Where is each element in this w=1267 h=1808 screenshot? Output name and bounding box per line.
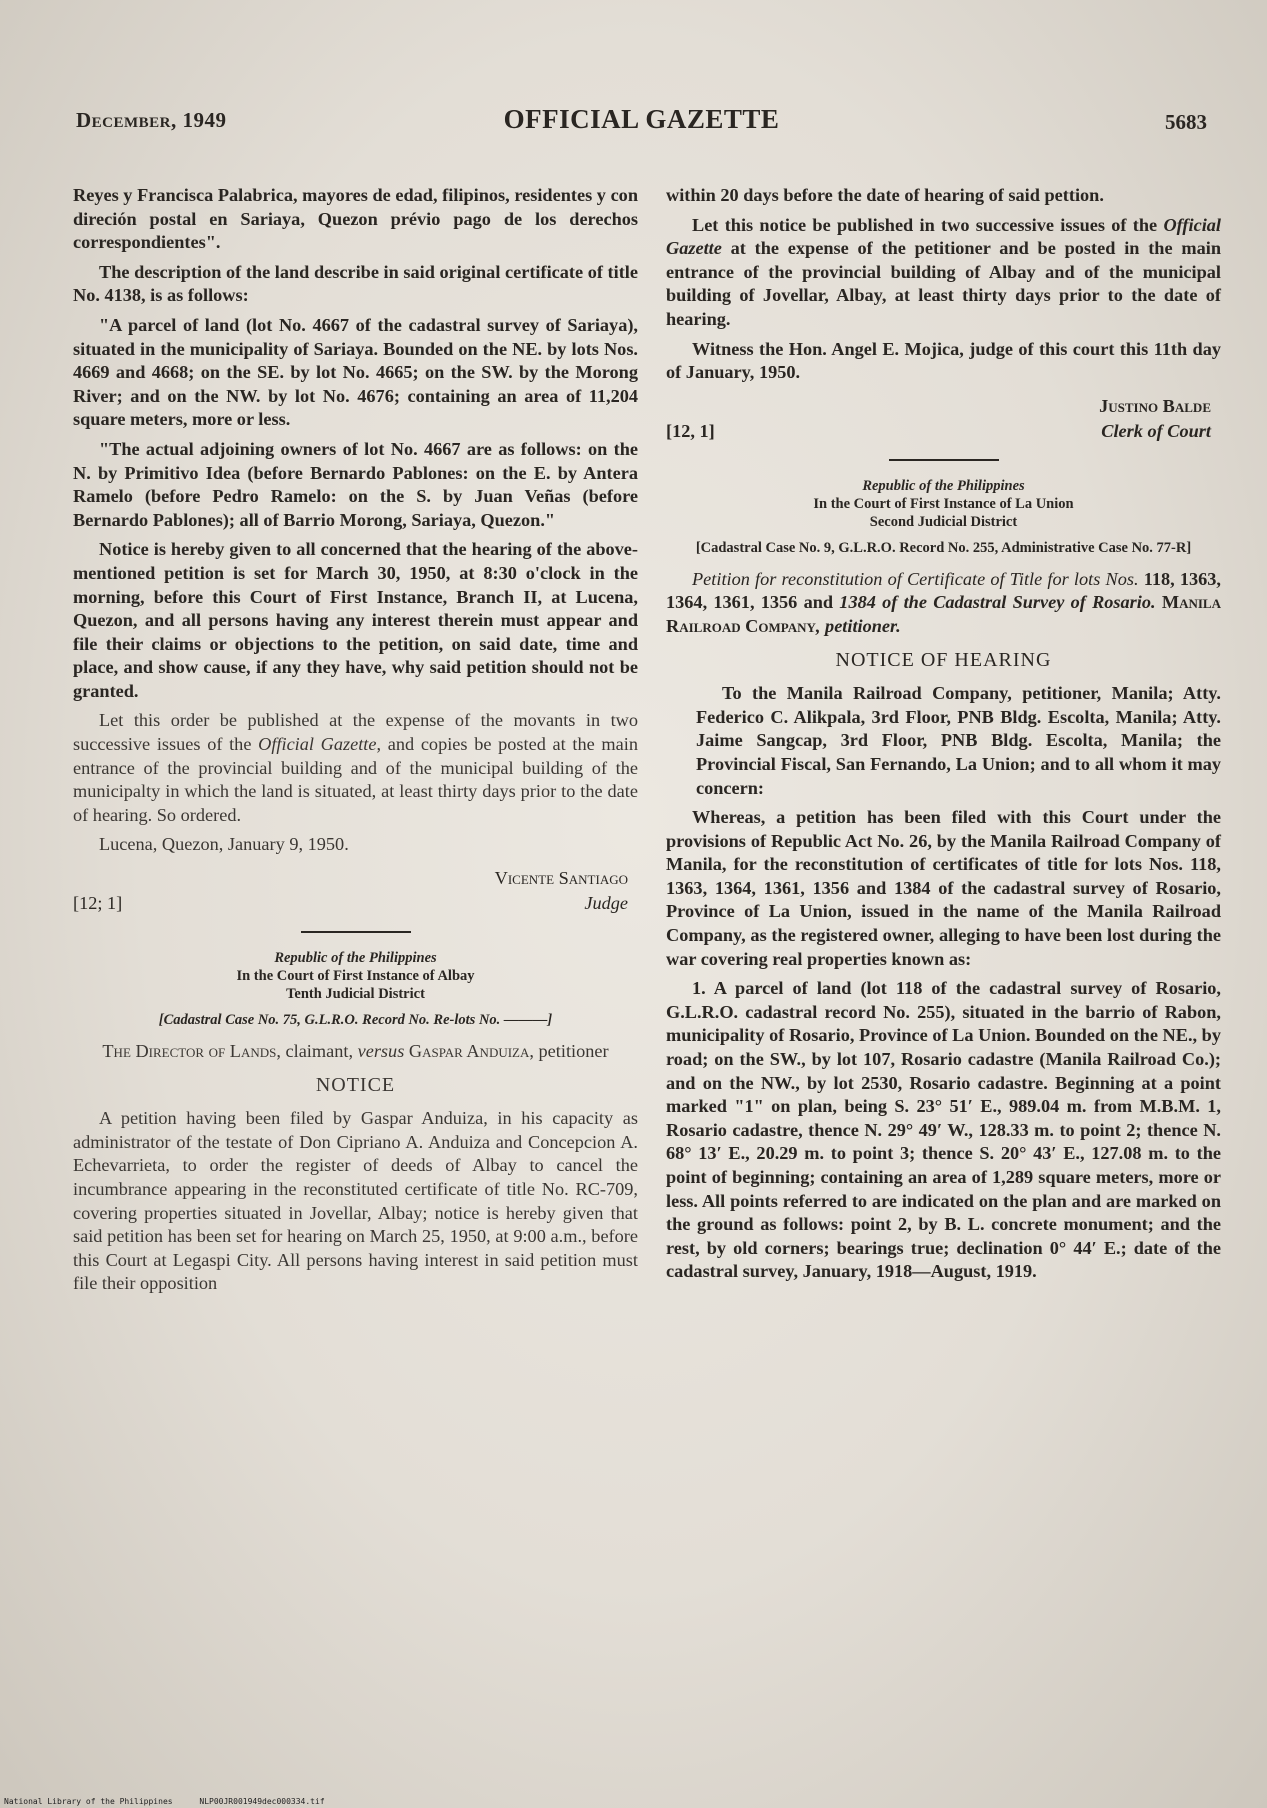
court-line: Tenth Judicial District <box>286 986 425 1003</box>
paragraph: Whereas, a petition has been filed with this Court under the provisions of Republic Act No. 26, by the Manila Railroad Company of Manila, for the reconstitution of certificates of title for lots Nos. 118, 1363, 1364, 1361, 1356 and 1384 of the cadastral survey of Rosario, Province of La Union, issued in the name of the Manila Railroad Company, as the registered owner, alleging to have been lost during the war covering real properties known as: <box>666 807 1221 969</box>
paragraph <box>666 214 1221 332</box>
court-line: Republic of the Philippines <box>274 950 437 967</box>
text-run: The Director of Lands <box>102 1041 277 1062</box>
paragraph: "A parcel of land (lot No. 4667 of the cadastral survey of Sariaya), situated in the municipality of Sariaya. Bounded on the NE. by lots Nos. 4669 and 4668; on the SE. by lot No. 4665; on the SW. by the Morong River; and on the NW. by lot No. 4676; containing an area of 11,204 square meters, more or less. <box>73 314 638 430</box>
text-run: 1384 of the Cadastral Survey of Rosario. <box>839 592 1162 613</box>
paragraph: Lucena, Quezon, January 9, 1950. <box>99 834 349 855</box>
text-run: Official Gazette <box>666 214 1221 259</box>
signatory-name: Vicente Santiago <box>494 868 628 889</box>
text-run: , petitioner. <box>815 615 901 636</box>
text-run: , and copies be posted at the main entrance of the provincial building and of the municipal building of the municipalty in which the land is situated, at least thirty days prior to the date of hearing. So ordered. <box>73 734 638 825</box>
text-run: Official Gazette <box>258 734 377 755</box>
notice-heading: NOTICE OF HEARING <box>835 648 1052 671</box>
text-run: Manila Railroad Company <box>666 592 1221 636</box>
court-line: Second Judicial District <box>869 513 1018 530</box>
right-column <box>666 184 1221 1290</box>
addressees: To the Manila Railroad Company, petitioner, Manila; Atty. Federico C. Alikpala, 3rd Floor, PNB Bldg. Escolta, Manila; Atty. Jaime Sangcap, 3rd Floor, PNB Bldg. Escolta, Manila; the Provincial Fiscal, San Fernando, La Union; and to all whom it may concern: <box>696 683 1221 798</box>
text-run: Let this order be published at the expense of the movants in two successive issues of the <box>73 710 638 755</box>
text-run: , petitioner <box>529 1041 609 1062</box>
signatory-title: Clerk of Court <box>1101 420 1211 441</box>
signature-block <box>73 867 638 917</box>
court-line: In the Court of First Instance of La Union <box>813 495 1074 512</box>
library-name: National Library of the Philippines <box>4 1797 173 1806</box>
court-line: Republic of the Philippines <box>862 477 1025 494</box>
paragraph: Reyes y Francisca Palabrica, mayores de edad, filipinos, residentes y con direción postal en Sariaya, Quezon prévio pago de los derechos correspondientes". <box>73 185 638 253</box>
text-run: Petition for reconstitution of Certificate of Title for lots Nos. <box>692 568 1144 589</box>
issue-reference: [12; 1] <box>73 893 123 914</box>
left-column <box>73 184 638 1302</box>
case-parties <box>73 1040 638 1064</box>
text-run: versus <box>357 1041 405 1062</box>
court-header <box>666 477 1221 531</box>
paragraph: 1. A parcel of land (lot 118 of the cadastral survey of Rosario, G.L.R.O. cadastral record No. 255), situated in the barrio of Rabon, municipality of Rosario, Province of La Union. Bounded on the NE., by road; on the SW., by lot 107, Rosario cadastre (Manila Railroad Co.); and on the NW., by lot 2530, Rosario cadastre. Beginning at a point marked "1" on plan, being S. 23° 51′ E., 989.04 m. from M.B.M. 1, Rosario cadastre, thence N. 29° 49′ W., 128.33 m. to point 2; thence N. 68° 13′ E., 20.29 m. to point 3; thence S. 20° 43′ E., 127.08 m. to the point of beginning; containing an area of 1,289 square meters, more or less. All points referred to are indicated on the plan and are marked on the ground as follows: point 2, by B. L. concrete monument; and the rest, by old corners; bearings true; declination 0° 44′ E.; date of the cadastral survey, January, 1918—August, 1919. <box>666 978 1221 1282</box>
header-date: December, 1949 <box>76 108 227 132</box>
scan-footer <box>4 1797 347 1806</box>
paragraph: "The actual adjoining owners of lot No. 4667 are as follows: on the N. by Primitivo Idea (before Bernardo Pablones: on the E. by Antera Ramelo (before Pedro Ramelo: on the S. by Juan Veñas (before Bernardo Pablones); all of Barrio Morong, Sariaya, Quezon." <box>73 438 638 530</box>
text-run: , claimant, <box>276 1041 358 1062</box>
petition-caption <box>666 568 1221 639</box>
signatory-title: Judge <box>584 893 628 914</box>
text-run: Let this notice be published in two successive issues of the <box>692 214 1164 235</box>
text-run: at the expense of the petitioner and be posted in the main entrance of the provincial building of Albay and of the municipal building of Jovellar, Albay, at least thirty days prior to the date of hearing. <box>666 238 1221 329</box>
paragraph: Notice is hereby given to all concerned that the hearing of the above-mentioned petition is set for March 30, 1950, at 8:30 o'clock in the morning, before this Court of First Instance, Branch II, at Lucena, Quezon, and all persons having any interest therein must appear and file their claims or objections to the petition, on said date, time and place, and show cause, if any they have, why said petition should not be granted. <box>73 539 638 701</box>
signatory-name: Justino Balde <box>1099 395 1211 416</box>
divider <box>889 459 999 461</box>
paragraph: The description of the land describe in said original certificate of title No. 4138, is as follows: <box>73 261 638 306</box>
court-header <box>73 949 638 1003</box>
notice-heading: NOTICE <box>315 1073 396 1096</box>
running-head <box>76 104 1207 144</box>
paragraph <box>73 709 638 827</box>
paragraph: Witness the Hon. Angel E. Mojica, judge of this court this 11th day of January, 1950. <box>666 338 1221 383</box>
case-record: [Cadastral Case No. 9, G.L.R.O. Record No. 255, Administrative Case No. 77-R] <box>695 539 1192 556</box>
header-title: OFFICIAL GAZETTE <box>503 104 780 134</box>
text-run: 118, 1363, 1364, 1361, 1356 and <box>666 568 1221 613</box>
issue-reference: [12, 1] <box>666 420 715 441</box>
file-name: NLP00JR001949dec000334.tif <box>199 1797 325 1806</box>
case-record: [Cadastral Case No. 75, G.L.R.O. Record No. Re-lots No. ———] <box>158 1012 553 1029</box>
page-number: 5683 <box>1165 110 1207 134</box>
court-line: In the Court of First Instance of Albay <box>236 968 475 985</box>
text-run: Gaspar Anduiza <box>404 1041 530 1062</box>
signature-block <box>666 395 1221 445</box>
paragraph: within 20 days before the date of hearing of said pettion. <box>666 185 1104 205</box>
divider <box>301 931 411 933</box>
paragraph: A petition having been filed by Gaspar Anduiza, in his capacity as administrator of the testate of Don Cipriano A. Anduiza and Concepcion A. Echevarrieta, to order the register of deeds of Albay to cancel the incumbrance appearing in the reconstituted certificate of title No. RC-709, covering properties situated in Jovellar, Albay; notice is hereby given that said petition has been set for hearing on March 25, 1950, at 9:00 a.m., before this Court at Legaspi City. All persons having interest in said petition must file their opposition <box>73 1108 638 1294</box>
